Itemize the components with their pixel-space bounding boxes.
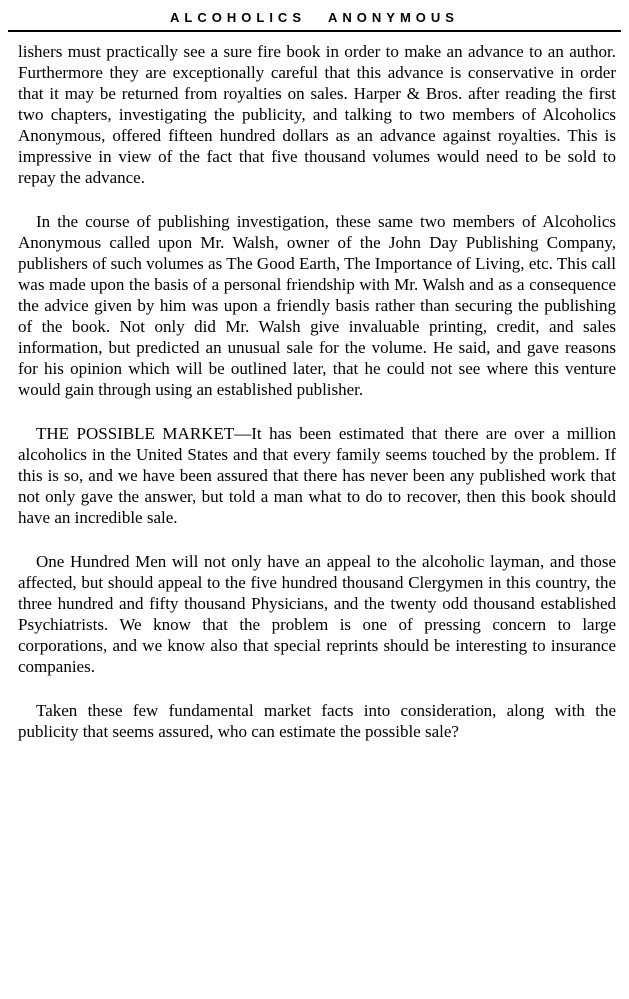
paragraph-audience-appeal: One Hundred Men will not only have an appeal to the alcoholic layman, and those affected, but should appeal to the five hundred thousand Clergymen in this country, the three hundred and fifty thousand Physicians, and the twenty odd thousand established Psychiatrists. We know that the problem is one of pressing concern to large corporations, and we know also that special reprints should be interesting to insurance companies. xyxy=(18,552,616,676)
header-word-alcoholics: ALCOHOLICS xyxy=(170,10,306,25)
paragraph-possible-market: THE POSSIBLE MARKET—It has been estimated that there are over a million alcoholics in the United States and that every family seems touched by the problem. If this is so, and we have been assured that there has never been any published work that not only gave the answer, but told a man what to do to recover, then this book should have an incredible sale. xyxy=(18,424,616,527)
paragraph-possible-sale: Taken these few fundamental market facts into consideration, along with the publicity that seems assured, who can estimate the possible sale? xyxy=(18,701,616,741)
paragraph-walsh-consultation: In the course of publishing investigation, these same two members of Alcoholics Anonymous called upon Mr. Walsh, owner of the John Day Publishing Company, publishers of such volumes as The Good Earth, The Importance of Living, etc. This call was made upon the basis of a personal friendship with Mr. Walsh and as a consequence the advice given by him was upon a friendly basis rather than securing the publishing of the book. Not only did Mr. Walsh give invaluable printing, credit, and sales information, but predicted an unusual sale for the volume. He said, and gave reasons for his opinion which will be outlined later, that he could not see where this venture would gain through using an established publisher. xyxy=(18,212,616,399)
running-header xyxy=(8,8,621,32)
body-text xyxy=(18,41,616,742)
header-word-anonymous: ANONYMOUS xyxy=(328,10,459,25)
paragraph-publisher-advance: lishers must practically see a sure fire book in order to make an advance to an author. Furthermore they are exceptionally careful that this advance is conservative in order that it may be returned from royalties on sales. Harper & Bros. after reading the first two chapters, investigating the publicity, and talking to two members of Alcoholics Anonymous, offered fifteen hundred dollars as an advance against royalties. This is impressive in view of the fact that five thousand volumes would need to be sold to repay the advance. xyxy=(18,42,616,187)
